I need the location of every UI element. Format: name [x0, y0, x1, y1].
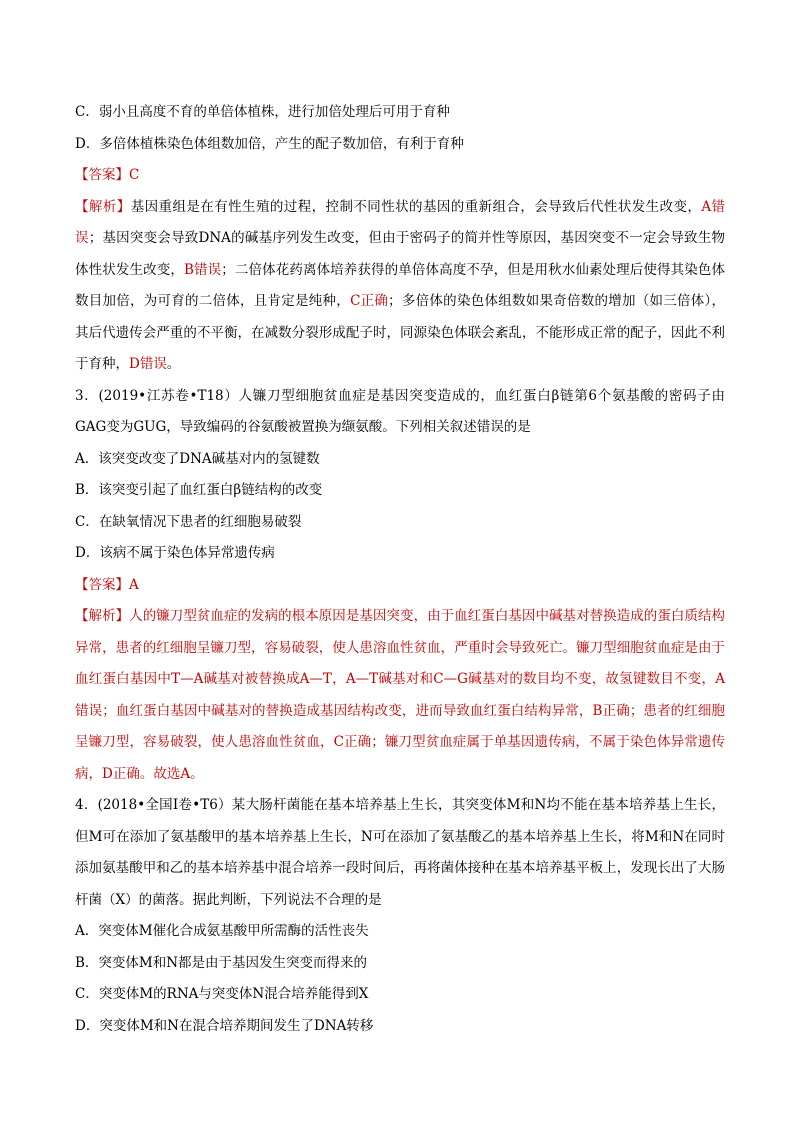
analysis-label: 【解析】	[75, 608, 130, 624]
analysis-text: 基因重组是在有性生殖的过程，控制不同性状的基因的重新组合，会导致后代性状发生改变，	[130, 198, 702, 215]
q4-option-d: D．突变体M和N在混合培养期间发生了DNA转移	[75, 1017, 374, 1034]
q3-answer	[75, 570, 725, 602]
answer-value: A	[129, 576, 139, 593]
analysis-text: ；基因突变会导致DNA的碱基序列发生改变，但由于密码子的简并性等原因，基因突变不一定会导致生物体性状发生改变，	[75, 230, 726, 278]
q4-option-c: C．突变体M的RNA与突变体N混合培养能得到X	[75, 986, 369, 1002]
q2-analysis	[75, 192, 725, 381]
analysis-text: 。	[190, 765, 204, 782]
analysis-verdict-d: D错误	[129, 356, 167, 372]
q3-option-a: A．该突变改变了DNA碱基对内的氢键数	[75, 450, 320, 467]
q4-option-b: B．突变体M和N都是由于基因发生突变而得来的	[75, 954, 368, 971]
analysis-verdict-b: B错误	[183, 261, 222, 278]
q3-option-c: C．在缺氧情况下患者的红细胞易破裂	[75, 513, 302, 530]
analysis-text: 人的镰刀型贫血症的发病的根本原因是基因突变，由于血红蛋白基因中碱基对替换造成的蛋白质结构异常，患者的红细胞呈镰刀型，容易破裂，使人患溶血性贫血，严重时会导致死亡。镰刀型细胞贫血症是由于血红蛋白基因中T—A碱基对被替换成A—T，A—T碱基对和C—G碱基对的数目均不变，故氢键数目不变，	[75, 608, 726, 687]
analysis-verdict-d: D正确	[102, 765, 140, 782]
analysis-final-answer: A	[180, 765, 191, 782]
analysis-verdict-a: A错误	[75, 198, 726, 246]
q3-analysis	[75, 601, 725, 790]
analysis-text: ；患者的红细胞呈镰刀型，容易破裂，使人患溶血性贫血，	[75, 702, 726, 750]
analysis-label: 【解析】	[75, 198, 131, 215]
analysis-verdict-c: C正确	[333, 734, 372, 750]
analysis-verdict-a: A错误	[75, 671, 725, 719]
analysis-text: 。故选	[139, 765, 181, 782]
analysis-text: 。	[166, 356, 181, 372]
analysis-verdict-c: C正确	[350, 293, 389, 309]
analysis-text: ；多倍体的染色体组数如果奇倍数的增加（如三倍体），其后代遗传会严重的不平衡，在减数分裂形成配子时，同源染色体联会紊乱，不能形成正常的配子，因此不利于育种，	[75, 293, 726, 372]
q2-answer	[75, 160, 725, 192]
answer-label: 【答案】	[75, 576, 129, 593]
q3-stem: 3．(2019•江苏卷•T18）人镰刀型细胞贫血症是基因突变造成的，血红蛋白β链第6个氨基酸的密码子由GAG变为GUG，导致编码的谷氨酸被置换为缬氨酸。下列相关叙述错误的是	[75, 387, 725, 435]
analysis-text: ；镰刀型贫血症属于单基因遗传病，不属于染色体异常遗传病，	[75, 734, 726, 782]
answer-label: 【答案】	[75, 167, 129, 183]
document-content	[75, 97, 725, 1042]
analysis-text: ；血红蛋白基因中碱基对的替换造成基因结构改变，进而导致血红蛋白结构异常，	[102, 702, 593, 719]
q4-stem: 4．(2018•全国Ⅰ卷•T6）某大肠杆菌能在基本培养基上生长，其突变体M和N均不能在基本培养基上生长，但M可在添加了氨基酸甲的基本培养基上生长，N可在添加了氨基酸乙的基本培养基上生长，将M和N在同时添加氨基酸甲和乙的基本培养基中混合培养一段时间后，再将菌体接种在基本培养基平板上，发现长出了大肠杆菌（X）的菌落。据此判断，下列说法不合理的是	[75, 797, 725, 908]
q4-option-a: A．突变体M催化合成氨基酸甲所需酶的活性丧失	[75, 923, 369, 939]
analysis-text: ；二倍体花药离体培养获得的单倍体高度不孕，但是用秋水仙素处理后使得其染色体数目加倍，为可育的二倍体，且肯定是纯种，	[75, 261, 726, 309]
q2-option-c: C．弱小且高度不育的单倍体植株，进行加倍处理后可用于育种	[75, 104, 450, 120]
q3-option-b: B．该突变引起了血红蛋白β链结构的改变	[75, 482, 323, 498]
q3-option-d: D．该病不属于染色体异常遗传病	[75, 545, 275, 561]
analysis-verdict-b: B正确	[592, 702, 630, 719]
answer-value: C	[129, 167, 140, 183]
q2-option-d: D．多倍体植株染色体组数加倍，产生的配子数加倍，有利于育种	[75, 135, 464, 152]
